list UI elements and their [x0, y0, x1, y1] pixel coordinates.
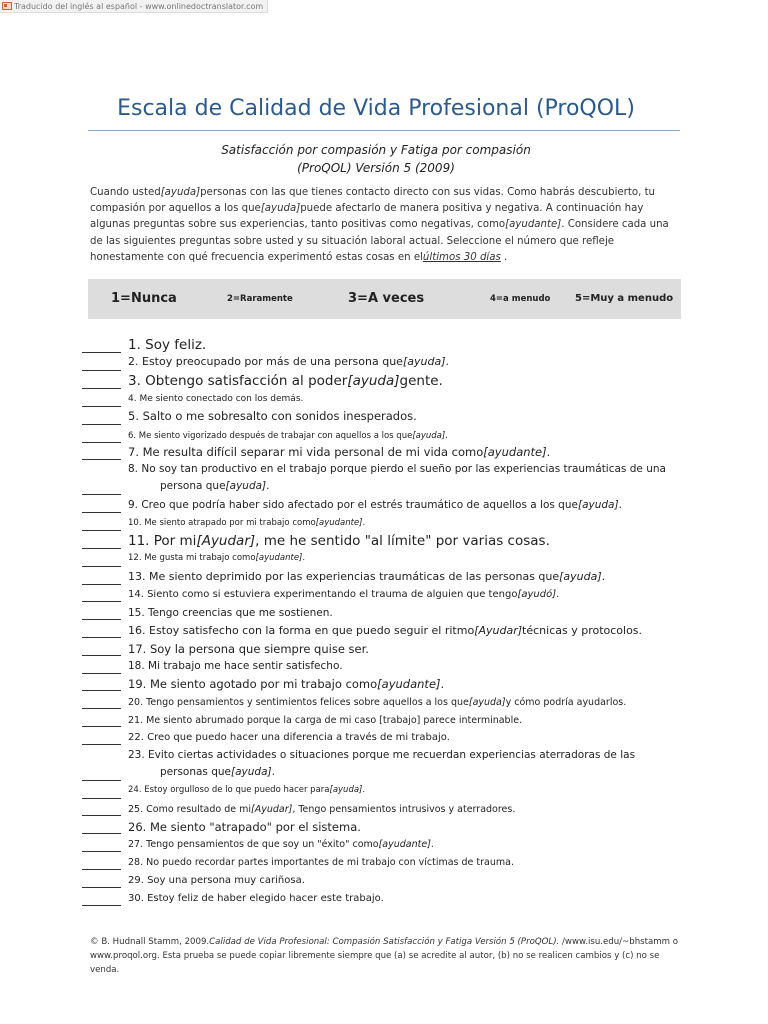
question-text: 12. Me gusta mi trabajo como: [128, 553, 256, 563]
question-role-term: [ayudante]: [483, 445, 547, 459]
question-role-term: [ayuda]: [402, 355, 446, 368]
question-text: 21. Me siento abrumado porque la carga de mi caso [trabajo] parece interminable.: [128, 715, 523, 726]
answer-blank-10[interactable]: [82, 530, 121, 531]
question-role-term: [ayuda]: [412, 431, 446, 441]
answer-blank-5[interactable]: [82, 424, 121, 425]
question-item-29: [128, 873, 668, 889]
question-text-end: , me he sentido "al límite" por varias cosas.: [255, 533, 550, 549]
scale-4-a-menudo: 4=a menudo: [490, 294, 551, 304]
intro-ayudante: [ayudante]: [505, 219, 562, 231]
banner-text: Traducido del inglés al español - www.onlinedoctranslator.com: [14, 1, 264, 11]
intro-text-2: personas con las que tienes contacto directo con sus vidas. Como habrás descubierto, tu compasión por aquellos a los que: [90, 187, 656, 215]
answer-blank-17[interactable]: [82, 655, 121, 656]
question-text: 1. Soy feliz.: [128, 337, 207, 353]
question-text-end: .: [556, 589, 560, 600]
intro-text-4: . Considere cada una de las siguientes preguntas sobre usted y su situación laboral actual. Seleccione el número que refleje honestamente con qué frecuencia experimentó estas cosas en el: [90, 219, 669, 263]
question-text-end: y cómo podría ayudarlos.: [505, 697, 627, 708]
page-title: Escala de Calidad de Vida Profesional (ProQOL): [117, 96, 635, 121]
question-item-27: [128, 837, 668, 852]
question-text-end: .: [271, 765, 275, 778]
question-text: 23. Evito ciertas actividades o situaciones porque me recuerdan experiencias aterradoras de las: [128, 749, 636, 761]
answer-blank-23[interactable]: [82, 780, 121, 781]
copyright-footer: [90, 935, 680, 977]
question-role-term: [ayuda]: [329, 785, 363, 795]
question-text: 16. Estoy satisfecho con la forma en que puedo seguir el ritmo: [128, 624, 475, 637]
question-item-19: [128, 675, 668, 693]
question-text: 29. Soy una persona muy cariñosa.: [128, 875, 305, 886]
question-text-end: .: [618, 499, 622, 511]
answer-blank-19[interactable]: [82, 690, 121, 691]
question-text: 22. Creo que puedo hacer una diferencia a través de mi trabajo.: [128, 732, 450, 743]
question-item-7: [128, 443, 668, 461]
footer-title: Calidad de Vida Profesional: Compasión Satisfacción y Fatiga Versión 5 (ProQOL).: [209, 937, 560, 947]
answer-blank-30[interactable]: [82, 905, 121, 906]
question-text: 2. Estoy preocupado por más de una persona que: [128, 355, 403, 368]
question-item-6: [128, 430, 668, 444]
question-item-21: [128, 713, 668, 728]
answer-blank-25[interactable]: [82, 815, 121, 816]
intro-text-1: Cuando usted: [90, 187, 161, 198]
question-text: 13. Me siento deprimido por las experiencias traumáticas de las personas que: [128, 570, 560, 583]
answer-blank-7[interactable]: [82, 459, 121, 460]
question-item-9: [128, 497, 668, 514]
question-text: 18. Mi trabajo me hace sentir satisfecho.: [128, 660, 343, 672]
answer-blank-26[interactable]: [82, 833, 121, 834]
question-item-26: [128, 818, 668, 836]
question-text: 27. Tengo pensamientos de que soy un "éxito" como: [128, 839, 379, 850]
answer-blank-4[interactable]: [82, 406, 121, 407]
answer-blank-24[interactable]: [82, 798, 121, 799]
question-text-continued: personas que: [160, 765, 232, 778]
question-text: 15. Tengo creencias que me sostienen.: [128, 607, 333, 619]
question-text: 4. Me siento conectado con los demás.: [128, 394, 304, 404]
answer-blank-2[interactable]: [82, 370, 121, 371]
question-role-term: [ayuda]: [577, 499, 619, 511]
subtitle: [0, 141, 752, 177]
translator-icon: [2, 2, 12, 10]
answer-blank-27[interactable]: [82, 851, 121, 852]
answer-blank-29[interactable]: [82, 887, 121, 888]
question-item-28: [128, 855, 668, 870]
question-role-term: [ayudante]: [255, 553, 303, 563]
question-role-term: [ayuda]: [347, 373, 400, 389]
question-text: 25. Como resultado de mi: [128, 804, 252, 815]
question-text-end: .: [445, 431, 448, 441]
answer-blank-3[interactable]: [82, 388, 121, 389]
question-text: 5. Salto o me sobresalto con sonidos inesperados.: [128, 409, 417, 423]
question-text-end: .: [440, 677, 445, 691]
intro-ultimos-30-dias: últimos 30 días: [422, 251, 501, 263]
question-text-end: técnicas y protocolos.: [522, 624, 643, 637]
answer-blank-14[interactable]: [82, 601, 121, 602]
question-item-30: [128, 891, 668, 907]
question-item-3: [128, 371, 668, 393]
question-role-term: [ayuda]: [231, 765, 272, 778]
scale-5-muy-a-menudo: 5=Muy a menudo: [575, 293, 674, 304]
question-text: 7. Me resulta difícil separar mi vida personal de mi vida como: [128, 445, 484, 459]
question-item-22: [128, 730, 668, 746]
question-item-18: [128, 658, 668, 675]
question-item-10: [128, 517, 668, 531]
question-item-20: [128, 695, 668, 710]
question-text: 28. No puedo recordar partes importantes de mi trabajo con víctimas de trauma.: [128, 857, 514, 868]
question-role-term: [ayudante]: [378, 839, 431, 850]
question-text: 6. Me siento vigorizado después de trabajar con aquellos a los que: [128, 431, 413, 441]
answer-blank-1[interactable]: [82, 352, 121, 353]
question-text: 17. Soy la persona que siempre quise ser.: [128, 642, 369, 656]
answer-blank-21[interactable]: [82, 726, 121, 727]
question-item-14: [128, 587, 668, 603]
question-text: 24. Estoy orgulloso de lo que puedo hacer para: [128, 785, 330, 795]
footer-terms: /www.isu.edu/~bhstamm o www.proqol.org. Esta prueba se puede copiar libremente siempre que (a) se acredite al autor, (b) no se realicen cambios y (c) no se venda.: [90, 937, 679, 975]
answer-blank-15[interactable]: [82, 619, 121, 620]
question-text-end: .: [430, 839, 434, 850]
question-item-11: [128, 531, 668, 553]
question-text-end: .: [362, 518, 366, 528]
scale-1-nunca: 1=Nunca: [111, 291, 177, 306]
question-continuation: [128, 478, 668, 495]
question-text-end: .: [266, 479, 270, 492]
answer-blank-13[interactable]: [82, 584, 121, 585]
question-text-end: .: [362, 785, 366, 795]
question-text: 14. Siento como si estuviera experimentando el trauma de alguien que tengo: [128, 589, 518, 600]
question-role-term: [Ayudar]: [196, 533, 256, 549]
rating-scale-legend: [88, 279, 681, 319]
question-role-term: [ayudante]: [315, 518, 363, 528]
question-item-4: [128, 392, 668, 406]
question-item-2: [128, 353, 668, 371]
question-text: 10. Me siento atrapado por mi trabajo como: [128, 518, 316, 528]
subtitle-line-2: (ProQOL) Versión 5 (2009): [297, 161, 455, 175]
question-text-end: .: [546, 445, 551, 459]
question-text-end: .: [302, 553, 306, 563]
answer-blank-6[interactable]: [82, 442, 121, 443]
question-item-12: [128, 552, 668, 566]
question-text: 19. Me siento agotado por mi trabajo como: [128, 677, 378, 691]
question-role-term: [Ayudar]: [474, 624, 523, 637]
question-text: 20. Tengo pensamientos y sentimientos felices sobre aquellos a los que: [128, 697, 469, 708]
answer-blank-18[interactable]: [82, 673, 121, 674]
title-divider: [88, 130, 680, 131]
question-text: 11. Por mi: [128, 533, 197, 549]
translator-banner[interactable]: [0, 0, 268, 13]
question-text: 8. No soy tan productivo en el trabajo porque pierdo el sueño por las experiencias traumáticas de una: [128, 463, 666, 475]
question-text-end: , Tengo pensamientos intrusivos y aterradores.: [292, 804, 516, 815]
intro-text-3: puede afectarlo de manera positiva y negativa. A continuación hay algunas preguntas sobre sus experiencias, tanto positivas como negativas, como: [90, 203, 644, 231]
footer-author: © B. Hudnall Stamm, 2009.: [90, 937, 210, 947]
question-role-term: [ayuda]: [225, 479, 267, 492]
question-item-24: [128, 784, 668, 798]
question-item-16: [128, 622, 668, 640]
intro-ayuda-1: [ayuda]: [160, 187, 201, 198]
scale-3-a-veces: 3=A veces: [348, 291, 425, 306]
question-text: 9. Creo que podría haber sido afectado por el estrés traumático de aquellos a los que: [128, 499, 578, 511]
answer-blank-8[interactable]: [82, 494, 121, 495]
question-text-continued: persona que: [160, 479, 226, 492]
question-item-25: [128, 802, 668, 817]
question-item-23: [128, 747, 668, 781]
question-role-term: [Ayudar]: [251, 804, 293, 815]
question-text: 26. Me siento "atrapado" por el sistema.: [128, 820, 361, 834]
answer-blank-9[interactable]: [82, 512, 121, 513]
question-item-15: [128, 605, 668, 622]
answer-blank-20[interactable]: [82, 708, 121, 709]
intro-ayuda-2: [ayuda]: [260, 203, 301, 215]
question-text-end: gente.: [399, 373, 443, 389]
question-item-13: [128, 568, 668, 586]
scale-2-raramente: 2=Raramente: [227, 294, 293, 304]
question-item-8: [128, 461, 668, 495]
question-item-17: [128, 640, 668, 658]
answer-blank-16[interactable]: [82, 637, 121, 638]
question-text-end: .: [601, 570, 606, 583]
instructions-paragraph: [90, 185, 680, 266]
intro-text-5: .: [500, 251, 508, 263]
question-continuation: [128, 764, 668, 781]
question-role-term: [ayudó]: [517, 589, 557, 600]
answer-blank-12[interactable]: [82, 566, 121, 567]
question-item-5: [128, 407, 668, 425]
answer-blank-22[interactable]: [82, 744, 121, 745]
answer-blank-28[interactable]: [82, 869, 121, 870]
answer-blank-11[interactable]: [82, 548, 121, 549]
subtitle-line-1: Satisfacción por compasión y Fatiga por compasión: [221, 143, 531, 157]
question-role-term: [ayuda]: [559, 570, 602, 583]
question-text: 3. Obtengo satisfacción al poder: [128, 373, 348, 389]
question-role-term: [ayuda]: [468, 697, 506, 708]
question-text: 30. Estoy feliz de haber elegido hacer este trabajo.: [128, 893, 384, 904]
question-role-term: [ayudante]: [377, 677, 441, 691]
question-text-end: .: [445, 355, 449, 368]
